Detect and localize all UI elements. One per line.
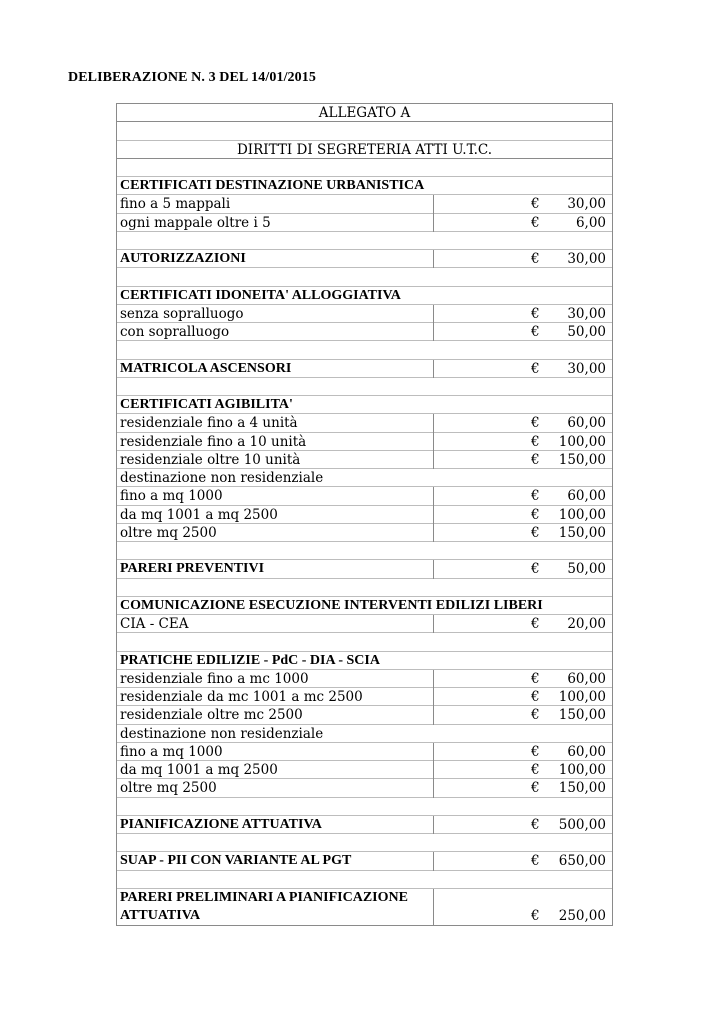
column-divider (433, 889, 434, 926)
fee-row (117, 779, 612, 797)
subcategory-row (117, 469, 612, 487)
fee-amount: 150,00 (558, 780, 606, 797)
column-divider (433, 195, 434, 213)
fee-description: residenziale da mc 1001 a mc 2500 (120, 689, 363, 705)
fee-amount: 30,00 (567, 251, 606, 267)
fee-amount: 20,00 (567, 616, 606, 632)
column-divider (433, 852, 434, 870)
currency-symbol: € (531, 360, 540, 377)
currency-symbol: € (531, 524, 540, 541)
section-title: PARERI PREVENTIVI (120, 561, 265, 577)
fee-description: residenziale fino a 10 unità (120, 433, 307, 450)
subcategory-label: destinazione non residenziale (120, 470, 324, 486)
fee-row (117, 323, 612, 341)
section-fee-row (117, 360, 612, 378)
spacer-row (117, 378, 612, 396)
column-divider (433, 323, 434, 341)
section-header-row (117, 287, 612, 305)
fee-description: senza sopralluogo (120, 305, 244, 322)
fee-row (117, 414, 612, 432)
fee-description: fino a mq 1000 (120, 488, 223, 505)
spacer-row (117, 633, 612, 651)
spacer-row (117, 122, 612, 140)
column-divider (433, 688, 434, 706)
currency-symbol: € (531, 214, 540, 231)
fee-row (117, 761, 612, 779)
fee-description: residenziale fino a mc 1000 (120, 670, 309, 687)
fee-row (117, 688, 612, 706)
fee-description: ogni mappale oltre i 5 (120, 214, 271, 231)
currency-symbol: € (531, 196, 540, 213)
fee-amount: 60,00 (567, 488, 606, 505)
column-divider (433, 433, 434, 451)
currency-symbol: € (531, 816, 540, 833)
fee-description: fino a 5 mappali (120, 196, 231, 213)
section-fee-row (117, 852, 612, 870)
fee-description: con sopralluogo (120, 324, 230, 340)
fee-row (117, 506, 612, 524)
subcategory-row (117, 725, 612, 743)
spacer-row (117, 834, 612, 852)
fee-description: CIA - CEA (120, 616, 189, 632)
annex-header-row (117, 104, 612, 122)
fee-amount: 50,00 (567, 324, 606, 340)
section-header-row (117, 652, 612, 670)
fee-row (117, 451, 612, 469)
column-divider (433, 761, 434, 779)
section-title: CERTIFICATI DESTINAZIONE URBANISTICA (120, 178, 425, 193)
fee-amount: 30,00 (567, 305, 606, 322)
fee-row (117, 433, 612, 451)
section-title: CERTIFICATI IDONEITA' ALLOGGIATIVA (120, 287, 401, 303)
spacer-row (117, 579, 612, 597)
column-divider (433, 451, 434, 469)
column-divider (433, 615, 434, 633)
section-title: SUAP - PII CON VARIANTE AL PGT (120, 853, 352, 869)
fee-amount: 6,00 (575, 214, 606, 231)
column-divider (433, 743, 434, 761)
spacer-row (117, 341, 612, 359)
fee-row (117, 305, 612, 323)
fee-row (117, 615, 612, 633)
currency-symbol: € (531, 743, 540, 760)
fee-description: da mq 1001 a mq 2500 (120, 762, 278, 778)
section-title: COMUNICAZIONE ESECUZIONE INTERVENTI EDILIZI LIBERI (120, 597, 543, 613)
fee-description: residenziale oltre 10 unità (120, 451, 301, 468)
fee-amount: 150,00 (558, 524, 606, 541)
section-header-row (117, 597, 612, 615)
fee-row (117, 487, 612, 505)
spacer-row (117, 871, 612, 889)
section-fee-row (117, 816, 612, 834)
section-header-row (117, 177, 612, 195)
document-title: DELIBERAZIONE N. 3 DEL 14/01/2015 (68, 70, 316, 85)
section-fee-row (117, 560, 612, 578)
subcategory-label: destinazione non residenziale (120, 725, 324, 742)
section-title: MATRICOLA ASCENSORI (120, 360, 292, 376)
currency-symbol: € (531, 324, 540, 340)
spacer-row (117, 798, 612, 816)
column-divider (433, 524, 434, 542)
fee-description: da mq 1001 a mq 2500 (120, 506, 278, 523)
column-divider (433, 506, 434, 524)
section-title: PRATICHE EDILIZIE - PdC - DIA - SCIA (120, 652, 380, 668)
fee-amount: 500,00 (558, 816, 606, 833)
fee-amount: 100,00 (558, 433, 606, 450)
fee-description: fino a mq 1000 (120, 743, 223, 760)
section-header-row (117, 396, 612, 414)
spacer-row (117, 159, 612, 177)
column-divider (433, 250, 434, 268)
fee-amount: 30,00 (567, 360, 606, 377)
table-subtitle: DIRITTI DI SEGRETERIA ATTI U.T.C. (236, 141, 493, 158)
section-title-line2: ATTUATIVA (120, 907, 201, 923)
fee-description: residenziale oltre mc 2500 (120, 707, 303, 724)
section-title: CERTIFICATI AGIBILITA' (120, 397, 293, 412)
spacer-row (117, 268, 612, 286)
section-title: PIANIFICAZIONE ATTUATIVA (120, 816, 322, 832)
annex-label: ALLEGATO A (318, 105, 411, 121)
column-divider (433, 360, 434, 378)
fee-amount: 150,00 (558, 451, 606, 468)
fee-amount: 650,00 (558, 853, 606, 870)
section-title: AUTORIZZAZIONI (120, 251, 246, 266)
fee-amount: 60,00 (567, 415, 606, 432)
currency-symbol: € (531, 433, 540, 450)
currency-symbol: € (531, 853, 540, 870)
column-divider (433, 706, 434, 724)
fee-amount: 100,00 (558, 506, 606, 523)
fee-description: oltre mq 2500 (120, 524, 217, 541)
currency-symbol: € (531, 780, 540, 797)
fee-row (117, 743, 612, 761)
fee-amount: 150,00 (558, 707, 606, 724)
column-divider (433, 816, 434, 834)
currency-symbol: € (531, 762, 540, 778)
section-title-line1: PARERI PRELIMINARI A PIANIFICAZIONE (120, 889, 408, 905)
currency-symbol: € (531, 561, 540, 578)
currency-symbol: € (531, 415, 540, 432)
fee-rows (117, 159, 612, 926)
fee-description: oltre mq 2500 (120, 780, 217, 797)
fee-table (116, 103, 613, 926)
column-divider (433, 214, 434, 232)
column-divider (433, 670, 434, 688)
currency-symbol: € (531, 488, 540, 505)
subtitle-row (117, 141, 612, 159)
fee-row (117, 706, 612, 724)
currency-symbol: € (531, 506, 540, 523)
column-divider (433, 560, 434, 578)
column-divider (433, 487, 434, 505)
fee-row (117, 214, 612, 232)
currency-symbol: € (531, 670, 540, 687)
fee-description: residenziale fino a 4 unità (120, 415, 298, 432)
fee-row (117, 195, 612, 213)
fee-amount: 250,00 (558, 907, 606, 924)
currency-symbol: € (531, 251, 540, 267)
currency-symbol: € (531, 707, 540, 724)
fee-amount: 100,00 (558, 762, 606, 778)
currency-symbol: € (531, 689, 540, 705)
fee-row (117, 670, 612, 688)
fee-amount: 60,00 (567, 670, 606, 687)
spacer-row (117, 232, 612, 250)
fee-amount: 60,00 (567, 743, 606, 760)
currency-symbol: € (531, 907, 540, 924)
section-title (120, 889, 408, 925)
column-divider (433, 414, 434, 432)
fee-amount: 50,00 (567, 561, 606, 578)
column-divider (433, 305, 434, 323)
column-divider (433, 779, 434, 797)
currency-symbol: € (531, 305, 540, 322)
section-fee-row (117, 250, 612, 268)
fee-amount: 100,00 (558, 689, 606, 705)
spacer-row (117, 542, 612, 560)
currency-symbol: € (531, 451, 540, 468)
fee-row (117, 524, 612, 542)
section-fee-row (117, 889, 612, 926)
currency-symbol: € (531, 616, 540, 632)
fee-amount: 30,00 (567, 196, 606, 213)
